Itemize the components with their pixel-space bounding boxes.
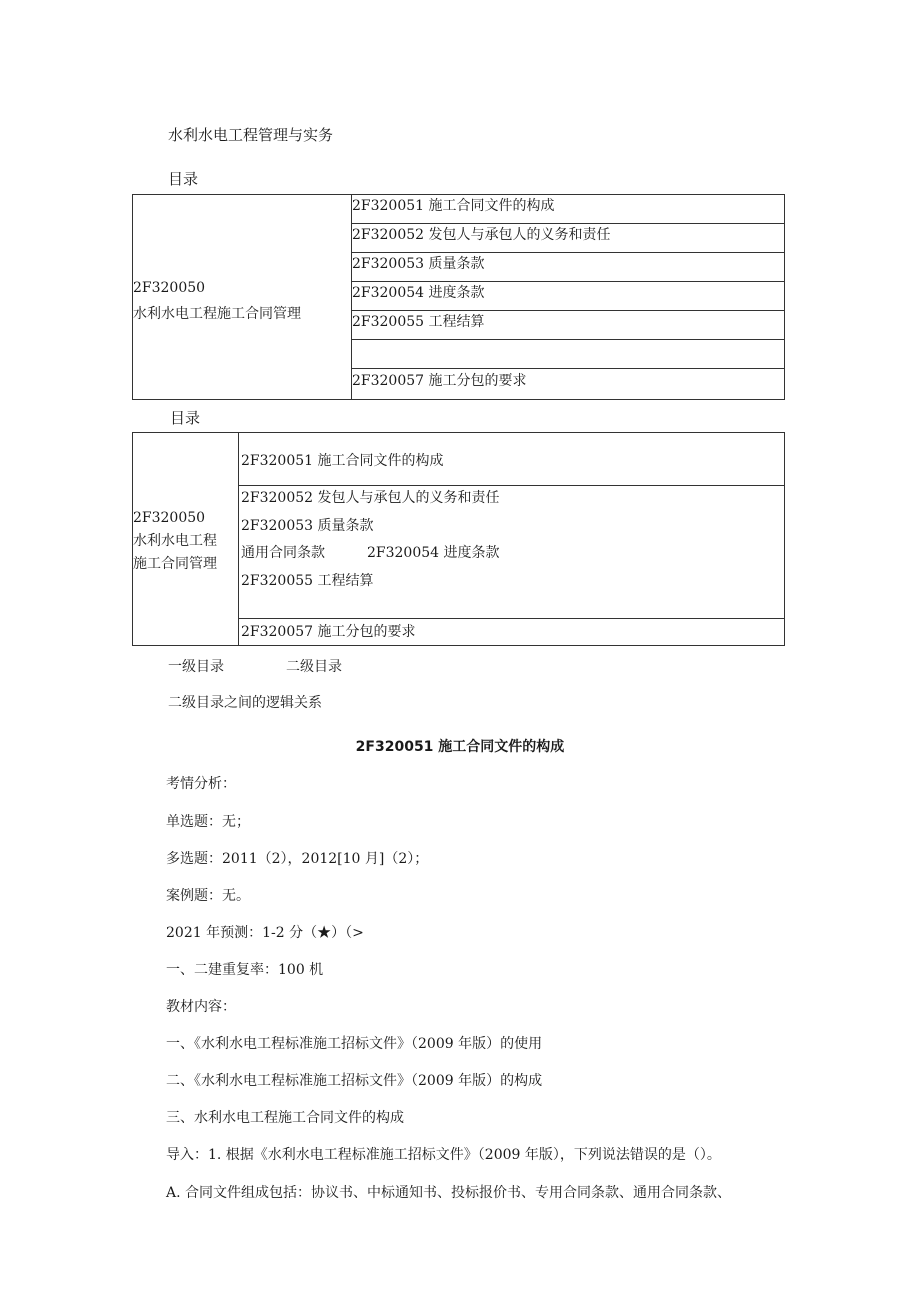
toc-row: 2F320051 施工合同文件的构成 [352, 195, 784, 224]
paragraph: 多选题：2011（2），2012[10 月]（2）； [166, 851, 429, 867]
toc-row-empty [352, 340, 784, 369]
toc-row: 2F320052 发包人与承包人的义务和责任 [241, 490, 500, 506]
level1-name-line1: 水利水电工程 [133, 533, 217, 549]
paragraph: 一、《水利水电工程标准施工招标文件》（2009 年版）的使用 [166, 1036, 543, 1052]
level1-label: 一级目录 [168, 659, 224, 675]
toc-row: 2F320055 工程结算 [241, 573, 374, 589]
toc-table-2 [132, 432, 785, 646]
toc-table-1-level1-cell [133, 195, 352, 399]
toc-table-1-level2-list [352, 195, 784, 399]
toc-row: 2F320054 进度条款 [352, 282, 784, 311]
toc-row: 2F320054 进度条款 [367, 545, 500, 561]
paragraph: A. 合同文件组成包括：协议书、中标通知书、投标报价书、专用合同条款、通用合同条款、 [166, 1185, 732, 1201]
paragraph: 考情分析： [166, 776, 236, 792]
paragraph: 一、二建重复率：100 机 [166, 962, 324, 978]
logic-caption: 二级目录之间的逻辑关系 [168, 695, 322, 711]
paragraph: 二、《水利水电工程标准施工招标文件》（2009 年版）的构成 [166, 1073, 543, 1089]
paragraph: 导入：1. 根据《水利水电工程标准施工招标文件》（2009 年版），下列说法错误的是（）。 [166, 1147, 721, 1163]
paragraph: 教材内容： [166, 999, 236, 1015]
paragraph: 2021 年预测：1-2 分（★）（> [166, 925, 364, 941]
toc-row-group [239, 433, 784, 486]
level2-label: 二级目录 [286, 659, 342, 675]
toc-row: 2F320051 施工合同文件的构成 [241, 453, 444, 469]
toc-row: 2F320057 施工分包的要求 [352, 373, 527, 389]
toc-row: 2F320055 工程结算 [352, 311, 784, 340]
level1-name: 水利水电工程施工合同管理 [133, 306, 301, 322]
group-label: 通用合同条款 [241, 545, 325, 561]
section-heading: 2F320051 施工合同文件的构成 [355, 739, 565, 755]
toc-table-2-level1-cell [133, 433, 239, 645]
toc-label-2: 目录 [170, 409, 201, 427]
toc-row: 2F320053 质量条款 [241, 518, 374, 534]
level1-code: 2F320050 [133, 510, 206, 526]
paragraph: 案例题：无。 [166, 888, 250, 904]
toc-row-group-general-clauses [239, 486, 784, 619]
paragraph: 单选题：无； [166, 814, 250, 830]
paragraph: 三、水利水电工程施工合同文件的构成 [166, 1110, 404, 1126]
toc-table-1 [132, 194, 785, 400]
toc-row: 2F320057 施工分包的要求 [241, 624, 416, 640]
toc-table-2-level2-list [239, 433, 784, 645]
level1-name-line2: 施工合同管理 [133, 556, 217, 572]
level1-code: 2F320050 [133, 280, 206, 296]
document-title: 水利水电工程管理与实务 [168, 126, 334, 144]
toc-row: 2F320053 质量条款 [352, 253, 784, 282]
toc-row-group [239, 619, 784, 645]
toc-label-1: 目录 [168, 170, 199, 188]
toc-row: 2F320052 发包人与承包人的义务和责任 [352, 224, 784, 253]
